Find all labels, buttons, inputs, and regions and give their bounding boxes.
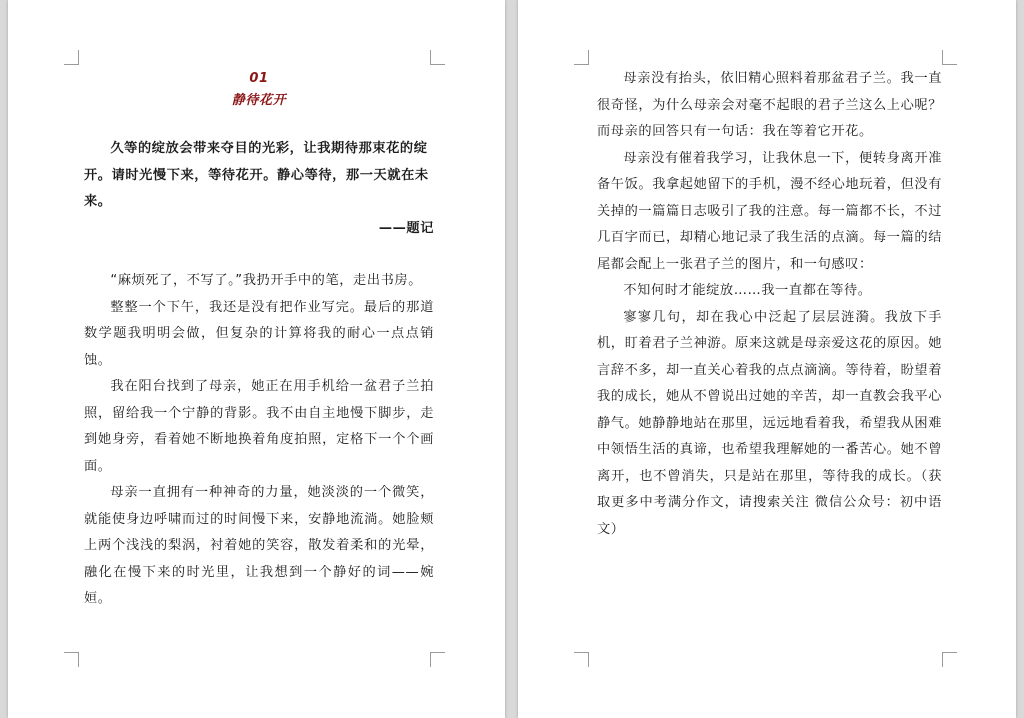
chapter-title: 静待花开 [231,93,287,108]
epigraph: 久等的绽放会带来夺目的光彩，让我期待那束花的绽开。请时光慢下来，等待花开。静心等待，那一天就在未来。 [84,141,429,209]
document-page-right [518,0,1016,718]
crop-mark-bottom-left [64,652,79,667]
paragraph: 我在阳台找到了母亲，她正在用手机给一盆君子兰拍照，留给我一个宁静的背影。我不由自主地慢下脚步，走到她身旁，看着她不断地换着角度拍照，定格下一个个画面。 [84,379,434,474]
document-page-left [8,0,505,718]
crop-mark-top-right [942,50,957,65]
paragraph: “麻烦死了，不写了。”我扔开手中的笔，走出书房。 [110,273,422,288]
crop-mark-bottom-left [574,652,589,667]
paragraph: 寥寥几句，却在我心中泛起了层层涟漪。我放下手机，盯着君子兰神游。原来这就是母亲爱这花的原因。她言辞不多，却一直关心着我的点点滴滴。等待着，盼望着我的成长，她从不曾说出过她的辛苦，却一直教会我平心静气。她静静地站在那里，远远地看着我，希望我从困难中领悟生活的真谛，也希望我理解她的一番苦心。她不曾离开，也不曾消失，只是站在那里，等待我的成长。（获取更多中考满分作文，请搜索关注 微信公众号：初中语文） [597,309,942,537]
crop-mark-top-right [430,50,445,65]
crop-mark-bottom-right [430,652,445,667]
left-page-text [84,68,434,613]
paragraph: 整整一个下午，我还是没有把作业写完。最后的那道数学题我明明会做，但复杂的计算将我的耐心一点点销蚀。 [84,299,434,368]
right-page-text [597,66,942,543]
paragraph: 母亲没有抬头，依旧精心照料着那盆君子兰。我一直很奇怪，为什么母亲会对毫不起眼的君子兰这么上心呢？而母亲的回答只有一句话：我在等着它开花。 [597,71,942,139]
crop-mark-top-left [64,50,79,65]
paragraph: 母亲没有催着我学习，让我休息一下，便转身离开准备午饭。我拿起她留下的手机，漫不经心地玩着，但没有关掉的一篇篇日志吸引了我的注意。每一篇都不长，不过几百字而已，却精心地记录了我生活的点滴。每一篇的结尾都会配上一张君子兰的图片，和一句感叹： [597,150,942,272]
epigraph-signature: ——题记 [378,220,434,236]
paragraph: 母亲一直拥有一种神奇的力量，她淡淡的一个微笑，就能使身边呼啸而过的时间慢下来，安静地流淌。她脸颊上两个浅浅的梨涡，衬着她的笑容，散发着柔和的光晕，融化在慢下来的时光里，让我想到一个静好的词——婉姮。 [84,485,434,606]
chapter-number: 01 [249,71,269,86]
crop-mark-bottom-right [942,652,957,667]
crop-mark-top-left [574,50,589,65]
paragraph: 不知何时才能绽放……我一直都在等待。 [623,283,872,298]
